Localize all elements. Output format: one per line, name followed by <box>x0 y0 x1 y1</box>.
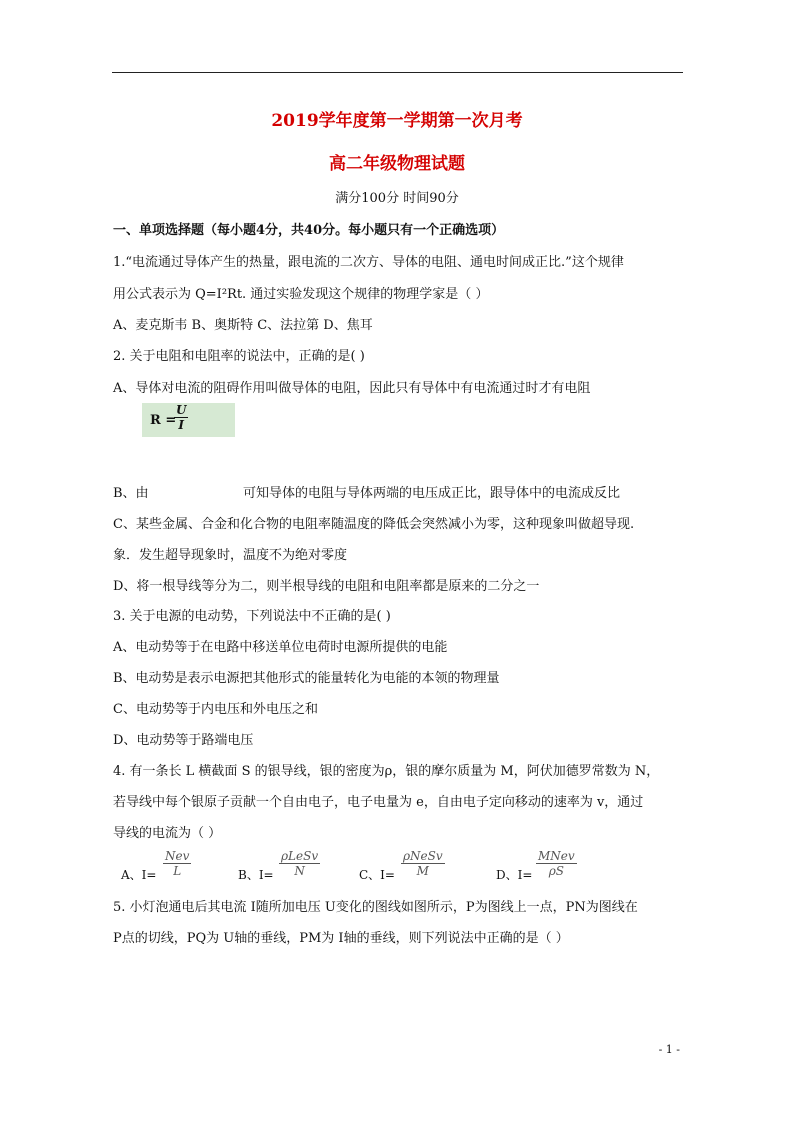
q1-options: A、麦克斯韦 B、奥斯特 C、法拉第 D、焦耳 <box>113 318 373 333</box>
q2-option-b-text: 可知导体的电阻与导体两端的电压成正比，跟导体中的电流成反比 <box>243 486 621 501</box>
page-number: - 1 - <box>658 1043 680 1056</box>
q4-option-b-fraction <box>279 849 320 878</box>
q1-stem-line2: 用公式表示为 Q=I²Rt. 通过实验发现这个规律的物理学家是（ ） <box>113 287 489 302</box>
header-rule <box>112 72 683 73</box>
q2-option-c-line2: 象．发生超导现象时，温度不为绝对零度 <box>113 548 348 563</box>
q4-option-d-fraction <box>536 849 577 878</box>
q4-stem-line3: 导线的电流为（ ） <box>113 826 222 841</box>
q2-stem: 2. 关于电阻和电阻率的说法中，正确的是( ) <box>113 349 365 364</box>
exam-title: 2019学年度第一学期第一次月考 <box>271 111 523 131</box>
formula-denominator: I <box>174 417 188 432</box>
q2-option-a: A、导体对电流的阻碍作用叫做导体的电阻，因此只有导体中有电流通过时才有电阻 <box>113 381 591 396</box>
q4-option-c-fraction <box>401 849 445 878</box>
q4-option-c-label: C、I= <box>359 868 395 882</box>
section-heading: 一、单项选择题（每小题4分，共40分。每小题只有一个正确选项） <box>113 223 505 238</box>
resistance-formula <box>142 403 235 437</box>
q4-option-a-den: L <box>163 863 191 878</box>
q4-option-c-den: M <box>401 863 445 878</box>
q4-stem-line2: 若导线中每个银原子贡献一个自由电子，电子电量为 e，自由电子定向移动的速率为 v，通过 <box>113 795 644 810</box>
q3-stem: 3. 关于电源的电动势，下列说法中不正确的是( ) <box>113 609 391 624</box>
q3-option-a: A、电动势等于在电路中移送单位电荷时电源所提供的电能 <box>113 640 448 655</box>
formula-label: R = <box>150 413 177 428</box>
q4-option-b-num: ρLeSv <box>281 849 319 863</box>
exam-info: 满分100分 时间90分 <box>335 191 459 206</box>
q5-stem-line1: 5. 小灯泡通电后其电流 I随所加电压 U变化的图线如图所示，P为图线上一点，PN为图线在 <box>113 900 638 915</box>
q2-option-b-prefix: B、由 <box>113 486 149 501</box>
q4-option-c-num: ρNeSv <box>403 849 443 863</box>
q2-option-c-line1: C、某些金属、合金和化合物的电阻率随温度的降低会突然减小为零，这种现象叫做超导现. <box>113 517 635 532</box>
q4-option-b-den: N <box>279 863 320 878</box>
q5-stem-line2: P点的切线，PQ为 U轴的垂线，PM为 I轴的垂线，则下列说法中正确的是（ ） <box>113 931 569 946</box>
q4-option-a-label: A、I= <box>121 868 157 882</box>
q3-option-c: C、电动势等于内电压和外电压之和 <box>113 702 318 717</box>
q4-option-b-label: B、I= <box>238 868 274 882</box>
q3-option-d: D、电动势等于路端电压 <box>113 733 254 748</box>
q4-option-d-num: MNev <box>538 849 575 863</box>
q4-option-a-fraction <box>163 849 191 878</box>
q4-option-d-label: D、I= <box>496 868 533 882</box>
q1-stem-line1: 1.“电流通过导体产生的热量，跟电流的二次方、导体的电阻、通电时间成正比.”这个规律 <box>113 255 624 270</box>
formula-fraction <box>174 403 188 432</box>
formula-numerator: U <box>176 403 187 417</box>
exam-subtitle: 高二年级物理试题 <box>329 154 465 174</box>
q4-stem-line1: 4. 有一条长 L 横截面 S 的银导线，银的密度为ρ，银的摩尔质量为 M，阿伏加德罗常数为 N， <box>113 764 660 779</box>
q4-option-d-den: ρS <box>536 863 577 878</box>
q2-option-d: D、将一根导线等分为二，则半根导线的电阻和电阻率都是原来的二分之一 <box>113 579 540 594</box>
q4-option-a-num: Nev <box>165 849 190 863</box>
q3-option-b: B、电动势是表示电源把其他形式的能量转化为电能的本领的物理量 <box>113 671 500 686</box>
